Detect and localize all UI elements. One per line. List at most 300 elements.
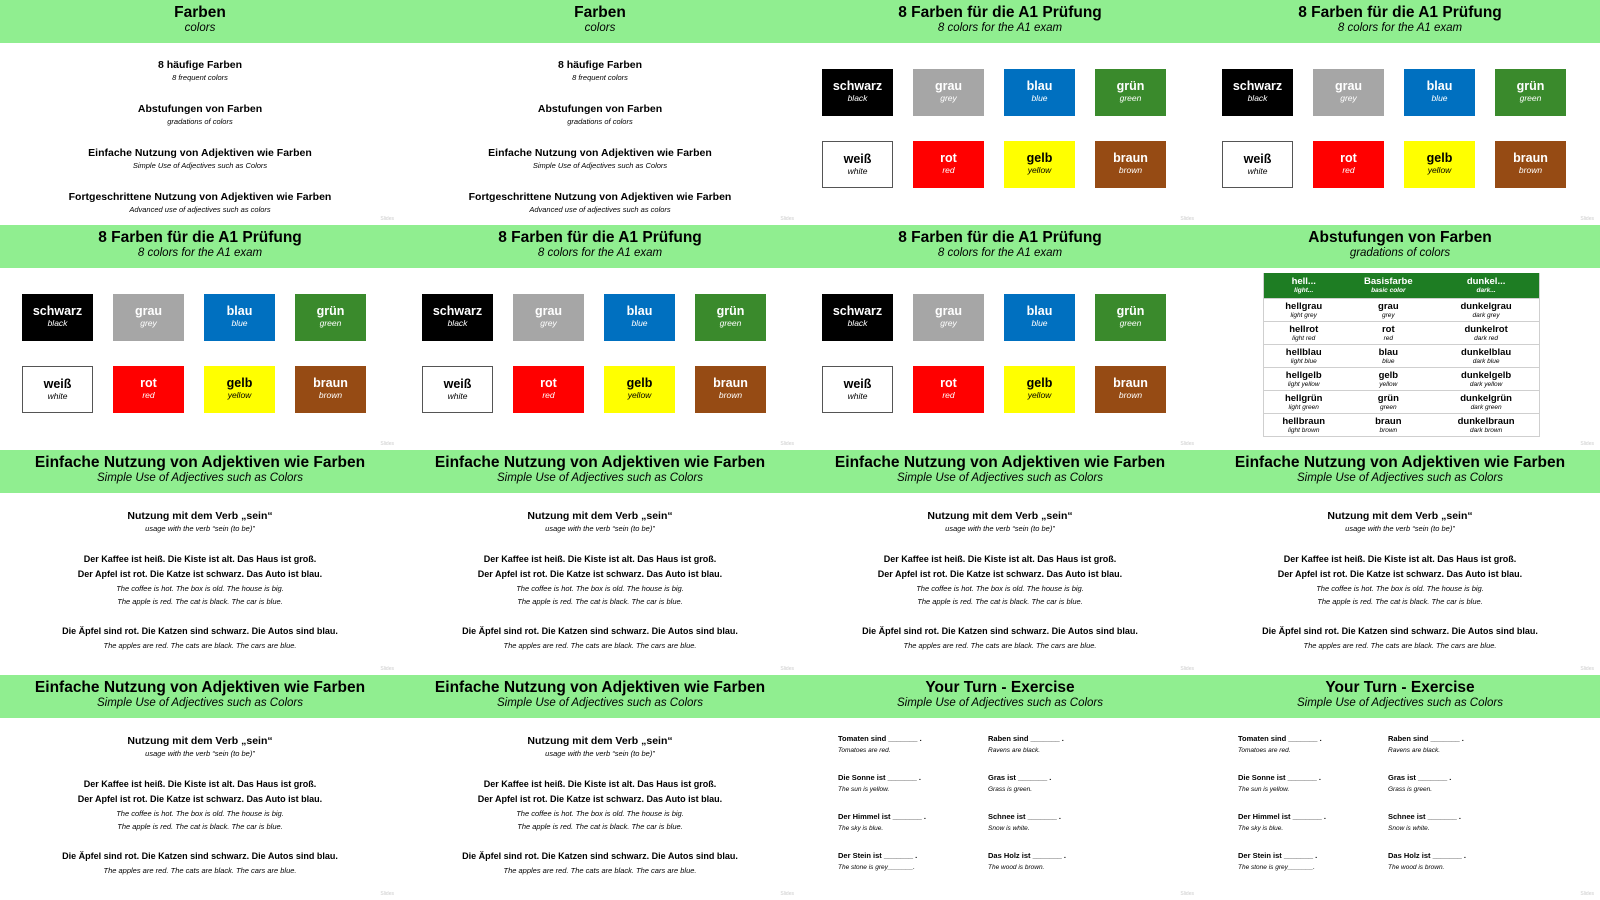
example-translation: The coffee is hot. The box is old. The house is big. — [916, 584, 1084, 593]
shades-row — [1264, 299, 1540, 322]
shade-translation: dark brown — [1470, 426, 1503, 434]
color-tile-grau — [513, 294, 584, 341]
usage-heading: Nutzung mit dem Verb „sein“ — [127, 735, 273, 747]
color-name: blau — [1026, 79, 1053, 93]
color-tile-blau — [1404, 69, 1475, 116]
slide-title: Einfache Nutzung von Adjektiven wie Farben — [34, 679, 366, 696]
exercise-answer: Grass is green. — [1388, 786, 1433, 793]
color-tile-grau — [913, 294, 984, 341]
color-name: grau — [534, 304, 563, 318]
plural-group — [800, 624, 1200, 652]
example-group — [0, 552, 400, 608]
usage-content — [800, 493, 1200, 652]
watermark: Slides — [1580, 441, 1594, 447]
slide-title-band — [1200, 450, 1600, 493]
slide-subtitle: Simple Use of Adjectives such as Colors — [496, 472, 704, 484]
color-translation: green — [719, 318, 742, 328]
color-tile-schwarz — [1222, 69, 1293, 116]
slide-subtitle: Simple Use of Adjectives such as Colors — [896, 697, 1104, 709]
example-sentence: Der Apfel ist rot. Die Katze ist schwarz. Das Auto ist blau. — [477, 794, 723, 804]
plural-translation: The apples are red. The cats are black. The cars are blue. — [503, 866, 697, 875]
exercise-prompt[interactable]: Tomaten sind _______ . — [838, 734, 922, 743]
example-sentence: Der Kaffee ist heiß. Die Kiste ist alt. Das Haus ist groß. — [1283, 554, 1517, 564]
color-tile-gelb — [204, 366, 275, 413]
shade-translation: light green — [1288, 403, 1319, 411]
topic-label: Fortgeschrittene Nutzung von Adjektiven wie Farben — [468, 191, 732, 203]
exercise-answer: The wood is brown. — [988, 864, 1045, 871]
color-name: schwarz — [432, 304, 483, 318]
plural-group — [0, 849, 400, 877]
slide-title: Your Turn - Exercise — [925, 679, 1075, 696]
usage-content — [0, 718, 400, 877]
color-translation: red — [1342, 165, 1355, 175]
exercise-prompt[interactable]: Raben sind _______ . — [988, 734, 1064, 743]
color-name: schwarz — [32, 304, 83, 318]
shades-cell — [1343, 414, 1433, 437]
topic-item — [400, 191, 800, 225]
exercise-prompt[interactable]: Gras ist _______ . — [988, 773, 1052, 782]
color-name: schwarz — [832, 79, 883, 93]
watermark: Slides — [1580, 891, 1594, 897]
slide-title-band — [1200, 225, 1600, 268]
color-translation: yellow — [227, 390, 252, 400]
slide-usage[interactable] — [400, 675, 800, 900]
exercise-answer: The stone is grey_______. — [1238, 864, 1315, 871]
header-translation: light... — [1294, 287, 1314, 294]
slide-title: Einfache Nutzung von Adjektiven wie Farben — [434, 454, 766, 471]
slide-title-band — [0, 0, 400, 43]
topic-translation: gradations of colors — [567, 117, 633, 126]
shade-translation: dark red — [1474, 334, 1499, 342]
shade-name: dunkelgrau — [1460, 300, 1512, 312]
exercise-item — [838, 734, 998, 756]
exercise-prompt[interactable]: Der Stein ist _______ . — [838, 851, 918, 860]
exercise-prompt[interactable]: Der Himmel ist _______ . — [838, 812, 926, 821]
color-name: weiß — [843, 152, 872, 166]
plural-translation: The apples are red. The cats are black. The cars are blue. — [503, 641, 697, 650]
slide-title: Einfache Nutzung von Adjektiven wie Farben — [1234, 454, 1566, 471]
color-tile-blau — [204, 294, 275, 341]
topic-translation: Simple Use of Adjectives such as Colors — [532, 161, 668, 170]
color-translation: white — [847, 391, 868, 401]
header-translation: basic color — [1371, 287, 1406, 294]
watermark: Slides — [1580, 216, 1594, 222]
topic-translation: 8 frequent colors — [172, 73, 228, 82]
topic-label: Abstufungen von Farben — [537, 103, 663, 115]
color-tile-gruen — [1095, 69, 1166, 116]
color-translation: green — [1519, 93, 1542, 103]
color-translation: green — [1119, 318, 1142, 328]
slide-subtitle: Simple Use of Adjectives such as Colors — [496, 697, 704, 709]
slide-subtitle: gradations of colors — [1349, 247, 1451, 259]
shades-row — [1264, 391, 1540, 414]
color-name: grau — [934, 79, 963, 93]
example-translation: The apple is red. The cat is black. The car is blue. — [517, 822, 683, 831]
topic-label: 8 häufige Farben — [157, 59, 242, 71]
watermark: Slides — [1180, 216, 1194, 222]
slide-title: 8 Farben für die A1 Prüfung — [1298, 4, 1502, 21]
plural-translation: The apples are red. The cats are black. The cars are blue. — [103, 641, 297, 650]
slide-subtitle: 8 colors for the A1 exam — [937, 22, 1063, 34]
plural-sentence: Die Äpfel sind rot. Die Katzen sind schwarz. Die Autos sind blau. — [462, 626, 738, 636]
watermark: Slides — [780, 666, 794, 672]
topic-label: Abstufungen von Farben — [137, 103, 263, 115]
plural-translation: The apples are red. The cats are black. The cars are blue. — [903, 641, 1097, 650]
color-name: grün — [1516, 79, 1545, 93]
color-translation: white — [1247, 166, 1268, 176]
shade-translation: dark yellow — [1469, 380, 1503, 388]
shade-translation: red — [1383, 334, 1394, 342]
slide-usage[interactable] — [400, 450, 800, 675]
exercise-answer: Tomatoes are red. — [1238, 747, 1291, 754]
exercise-answer: The stone is grey_______. — [838, 864, 915, 871]
exercise-answer: The sky is blue. — [1238, 825, 1284, 832]
topic-label: 8 häufige Farben — [557, 59, 642, 71]
example-translation: The apple is red. The cat is black. The car is blue. — [917, 597, 1083, 606]
shades-cell — [1343, 368, 1433, 391]
shade-translation: light yellow — [1287, 380, 1320, 388]
usage-heading-translation: usage with the verb “sein (to be)” — [945, 524, 1055, 533]
example-sentence: Der Apfel ist rot. Die Katze ist schwarz. Das Auto ist blau. — [477, 569, 723, 579]
shade-translation: light blue — [1290, 357, 1317, 365]
exercise-prompt[interactable]: Raben sind _______ . — [1388, 734, 1464, 743]
watermark: Slides — [1180, 441, 1194, 447]
color-name: gelb — [1026, 151, 1053, 165]
shades-cell — [1343, 299, 1433, 322]
example-translation: The coffee is hot. The box is old. The house is big. — [116, 809, 284, 818]
color-tile-braun — [1495, 141, 1566, 188]
usage-heading: Nutzung mit dem Verb „sein“ — [1327, 510, 1473, 522]
exercise-answer: Tomatoes are red. — [838, 747, 891, 754]
slide-title-band — [800, 675, 1200, 718]
color-name: weiß — [843, 377, 872, 391]
header-label: dunkel... — [1466, 276, 1506, 287]
shade-name: blau — [1378, 346, 1399, 358]
example-translation: The coffee is hot. The box is old. The house is big. — [116, 584, 284, 593]
exercise-prompt[interactable]: Die Sonne ist _______ . — [838, 773, 921, 782]
slide-title-band — [400, 675, 800, 718]
plural-sentence: Die Äpfel sind rot. Die Katzen sind schwarz. Die Autos sind blau. — [62, 851, 338, 861]
shade-translation: yellow — [1379, 380, 1398, 388]
color-name: grau — [1334, 79, 1363, 93]
usage-heading: Nutzung mit dem Verb „sein“ — [527, 735, 673, 747]
color-tile-rot — [913, 366, 984, 413]
shades-row — [1264, 345, 1540, 368]
shade-translation: blue — [1382, 357, 1395, 365]
color-tile-gruen — [295, 294, 366, 341]
exercise-prompt[interactable]: Die Sonne ist _______ . — [1238, 773, 1321, 782]
color-translation: blue — [1031, 93, 1048, 103]
usage-content — [400, 493, 800, 652]
slide-subtitle: Simple Use of Adjectives such as Colors — [96, 472, 304, 484]
exercise-answer: Grass is green. — [988, 786, 1033, 793]
exercise-prompt[interactable]: Gras ist _______ . — [1388, 773, 1452, 782]
usage-heading-translation: usage with the verb “sein (to be)” — [145, 524, 255, 533]
color-translation: yellow — [1427, 165, 1452, 175]
plural-group — [400, 849, 800, 877]
color-tile-gelb — [1004, 141, 1075, 188]
color-translation: yellow — [627, 390, 652, 400]
example-translation: The apple is red. The cat is black. The car is blue. — [517, 597, 683, 606]
exercise-prompt[interactable]: Das Holz ist _______ . — [1388, 851, 1466, 860]
color-tile-rot — [1313, 141, 1384, 188]
usage-content — [0, 493, 400, 652]
shades-cell — [1433, 322, 1539, 345]
shade-name: hellgrün — [1284, 392, 1323, 404]
slide-exercise[interactable] — [1200, 675, 1600, 900]
example-sentence: Der Kaffee ist heiß. Die Kiste ist alt. Das Haus ist groß. — [483, 779, 717, 789]
exercise-prompt[interactable]: Der Himmel ist _______ . — [1238, 812, 1326, 821]
usage-heading-translation: usage with the verb “sein (to be)” — [1345, 524, 1455, 533]
color-tile-gelb — [604, 366, 675, 413]
exercise-item — [1388, 812, 1548, 834]
example-sentence: Der Kaffee ist heiß. Die Kiste ist alt. Das Haus ist groß. — [483, 554, 717, 564]
shade-name: hellrot — [1289, 323, 1319, 335]
slide-colors8[interactable] — [800, 225, 1200, 450]
exercise-item — [988, 851, 1148, 873]
exercise-item — [988, 812, 1148, 834]
usage-heading: Nutzung mit dem Verb „sein“ — [927, 510, 1073, 522]
color-tile-rot — [913, 141, 984, 188]
plural-sentence: Die Äpfel sind rot. Die Katzen sind schwarz. Die Autos sind blau. — [62, 626, 338, 636]
watermark: Slides — [780, 216, 794, 222]
color-name: blau — [226, 304, 253, 318]
exercise-answer: The sky is blue. — [838, 825, 884, 832]
exercise-item — [988, 773, 1148, 795]
color-translation: black — [847, 93, 868, 103]
color-name: braun — [1113, 376, 1148, 390]
color-tile-grid — [1200, 43, 1600, 225]
shade-translation: light grey — [1290, 311, 1317, 319]
usage-heading: Nutzung mit dem Verb „sein“ — [127, 510, 273, 522]
slide-usage[interactable] — [1200, 450, 1600, 675]
slide-subtitle: 8 colors for the A1 exam — [937, 247, 1063, 259]
color-name: schwarz — [832, 304, 883, 318]
color-translation: brown — [318, 390, 343, 400]
shade-translation: green — [1380, 403, 1397, 411]
color-tile-grau — [913, 69, 984, 116]
slide-title: Einfache Nutzung von Adjektiven wie Farben — [434, 679, 766, 696]
watermark: Slides — [380, 666, 394, 672]
color-tile-braun — [695, 366, 766, 413]
exercise-prompt[interactable]: Schnee ist _______ . — [988, 812, 1061, 821]
color-tile-rot — [113, 366, 184, 413]
slide-usage[interactable] — [0, 450, 400, 675]
slide-title-band — [0, 450, 400, 493]
color-tile-grid — [800, 268, 1200, 450]
shades-cell — [1264, 391, 1344, 414]
slide-title-band — [0, 675, 400, 718]
color-translation: brown — [1518, 165, 1543, 175]
exercise-list — [800, 718, 1200, 900]
slide-title-band — [1200, 675, 1600, 718]
color-name: blau — [626, 304, 653, 318]
shade-name: grün — [1377, 392, 1399, 404]
example-sentence: Der Kaffee ist heiß. Die Kiste ist alt. Das Haus ist groß. — [83, 779, 317, 789]
color-name: grün — [1116, 304, 1145, 318]
slide-exercise[interactable] — [800, 675, 1200, 900]
color-name: gelb — [1026, 376, 1053, 390]
topic-label: Einfache Nutzung von Adjektiven wie Farben — [88, 147, 312, 159]
color-translation: white — [47, 391, 68, 401]
exercise-answer: Snow is white. — [1388, 825, 1430, 832]
shade-name: dunkelbraun — [1457, 415, 1515, 427]
example-translation: The apple is red. The cat is black. The car is blue. — [117, 822, 283, 831]
shade-name: hellblau — [1285, 346, 1322, 358]
example-group — [400, 552, 800, 608]
color-name: weiß — [1243, 152, 1272, 166]
topic-item — [0, 103, 400, 147]
shades-cell — [1264, 345, 1344, 368]
exercise-item — [1238, 851, 1398, 873]
slide-usage[interactable] — [800, 450, 1200, 675]
shade-name: hellgelb — [1285, 369, 1322, 381]
shades-cell — [1433, 414, 1539, 437]
slide-colors8[interactable] — [800, 0, 1200, 225]
plural-group — [1200, 624, 1600, 652]
shade-name: gelb — [1378, 369, 1399, 381]
shade-name: dunkelrot — [1464, 323, 1508, 335]
color-name: gelb — [626, 376, 653, 390]
slide-title: Your Turn - Exercise — [1325, 679, 1475, 696]
example-sentence: Der Apfel ist rot. Die Katze ist schwarz. Das Auto ist blau. — [877, 569, 1123, 579]
color-translation: green — [1119, 93, 1142, 103]
color-tile-schwarz — [822, 69, 893, 116]
slide-subtitle: colors — [584, 22, 616, 34]
color-tile-weiss — [422, 366, 493, 413]
color-translation: brown — [718, 390, 743, 400]
topic-item — [400, 103, 800, 147]
watermark: Slides — [780, 891, 794, 897]
plural-group — [0, 624, 400, 652]
color-name: grün — [316, 304, 345, 318]
slide-subtitle: colors — [184, 22, 216, 34]
exercise-answer: The wood is brown. — [1388, 864, 1445, 871]
example-sentence: Der Apfel ist rot. Die Katze ist schwarz. Das Auto ist blau. — [1277, 569, 1523, 579]
shades-cell — [1433, 299, 1539, 322]
color-name: rot — [540, 376, 557, 390]
slide-title: 8 Farben für die A1 Prüfung — [98, 229, 302, 246]
slide-title: Abstufungen von Farben — [1308, 229, 1492, 246]
color-tile-grid — [800, 43, 1200, 225]
usage-content — [400, 718, 800, 877]
slide-subtitle: 8 colors for the A1 exam — [137, 247, 263, 259]
color-translation: blue — [1431, 93, 1448, 103]
slide-title: Einfache Nutzung von Adjektiven wie Farben — [34, 454, 366, 471]
usage-heading: Nutzung mit dem Verb „sein“ — [527, 510, 673, 522]
color-tile-braun — [295, 366, 366, 413]
slide-overview[interactable] — [0, 0, 400, 225]
example-sentence: Der Apfel ist rot. Die Katze ist schwarz. Das Auto ist blau. — [77, 569, 323, 579]
header-translation: dark... — [1476, 287, 1496, 294]
topic-item — [400, 147, 800, 191]
shades-cell — [1264, 368, 1344, 391]
exercise-item — [838, 773, 998, 795]
watermark: Slides — [1180, 666, 1194, 672]
exercise-prompt[interactable]: Schnee ist _______ . — [1388, 812, 1461, 821]
slide-overview[interactable] — [400, 0, 800, 225]
exercise-answer: Ravens are black. — [988, 747, 1041, 754]
header-label: hell... — [1291, 276, 1316, 287]
color-tile-gelb — [1404, 141, 1475, 188]
color-tile-weiss — [1222, 141, 1293, 188]
exercise-prompt[interactable]: Das Holz ist _______ . — [988, 851, 1066, 860]
color-translation: grey — [1340, 93, 1357, 103]
color-name: gelb — [1426, 151, 1453, 165]
exercise-item — [838, 851, 998, 873]
example-translation: The apple is red. The cat is black. The car is blue. — [1317, 597, 1483, 606]
color-translation: brown — [1118, 390, 1143, 400]
color-translation: brown — [1118, 165, 1143, 175]
slide-title: 8 Farben für die A1 Prüfung — [498, 229, 702, 246]
color-name: rot — [140, 376, 157, 390]
color-tile-schwarz — [822, 294, 893, 341]
slide-colors8[interactable] — [1200, 0, 1600, 225]
shade-translation: dark grey — [1472, 311, 1500, 319]
slide-subtitle: 8 colors for the A1 exam — [537, 247, 663, 259]
slide-subtitle: Simple Use of Adjectives such as Colors — [1296, 697, 1504, 709]
slide-subtitle: Simple Use of Adjectives such as Colors — [1296, 472, 1504, 484]
color-name: rot — [940, 151, 957, 165]
shades-cell — [1264, 299, 1344, 322]
plural-translation: The apples are red. The cats are black. The cars are blue. — [1303, 641, 1497, 650]
example-translation: The coffee is hot. The box is old. The house is big. — [1316, 584, 1484, 593]
topic-translation: Advanced use of adjectives such as colors — [529, 205, 671, 214]
shade-name: braun — [1375, 415, 1402, 427]
color-translation: white — [847, 166, 868, 176]
color-tile-gruen — [1095, 294, 1166, 341]
color-name: braun — [1513, 151, 1548, 165]
slide-colors8[interactable] — [0, 225, 400, 450]
exercise-item — [1238, 734, 1398, 756]
color-translation: black — [47, 318, 68, 328]
example-sentence: Der Kaffee ist heiß. Die Kiste ist alt. Das Haus ist groß. — [883, 554, 1117, 564]
usage-heading-translation: usage with the verb “sein (to be)” — [545, 524, 655, 533]
slide-title-band — [400, 0, 800, 43]
slide-colors8[interactable] — [400, 225, 800, 450]
color-name: gelb — [226, 376, 253, 390]
shades-cell — [1343, 345, 1433, 368]
example-group — [400, 777, 800, 833]
exercise-prompt[interactable]: Tomaten sind _______ . — [1238, 734, 1322, 743]
color-translation: yellow — [1027, 390, 1052, 400]
color-name: grau — [134, 304, 163, 318]
watermark: Slides — [780, 441, 794, 447]
example-group — [800, 552, 1200, 608]
topic-item — [0, 147, 400, 191]
slide-shades[interactable] — [1200, 225, 1600, 450]
example-group — [1200, 552, 1600, 608]
color-translation: black — [847, 318, 868, 328]
color-name: braun — [713, 376, 748, 390]
topic-translation: 8 frequent colors — [572, 73, 628, 82]
exercise-item — [988, 734, 1148, 756]
color-translation: green — [319, 318, 342, 328]
color-tile-weiss — [822, 141, 893, 188]
shades-header-cell — [1343, 273, 1433, 299]
color-name: weiß — [43, 377, 72, 391]
color-tile-schwarz — [422, 294, 493, 341]
slide-title: 8 Farben für die A1 Prüfung — [898, 4, 1102, 21]
color-tile-weiss — [22, 366, 93, 413]
color-translation: red — [942, 390, 955, 400]
slide-usage[interactable] — [0, 675, 400, 900]
shades-cell — [1343, 391, 1433, 414]
exercise-prompt[interactable]: Der Stein ist _______ . — [1238, 851, 1318, 860]
exercise-answer: Snow is white. — [988, 825, 1030, 832]
slide-title-band — [800, 0, 1200, 43]
color-translation: red — [142, 390, 155, 400]
